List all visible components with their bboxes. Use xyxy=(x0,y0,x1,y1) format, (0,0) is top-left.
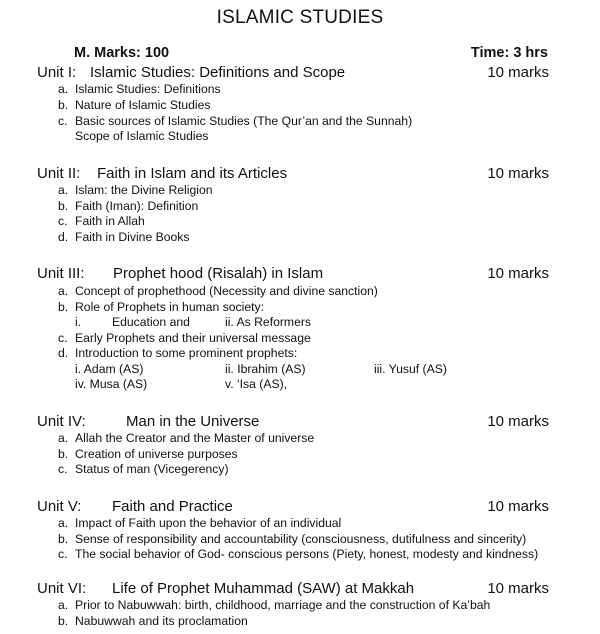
unit-marks: 10 marks xyxy=(487,413,549,430)
unit-marks: 10 marks xyxy=(487,580,549,597)
document-title: ISLAMIC STUDIES xyxy=(216,7,384,28)
unit-title: Man in the Universe xyxy=(126,413,260,430)
list-item xyxy=(58,532,526,546)
unit-code: Unit IV: xyxy=(37,413,86,430)
unit-title: Faith in Islam and its Articles xyxy=(97,165,288,182)
item-letter: b. xyxy=(58,300,69,314)
role-item: i. xyxy=(75,315,82,329)
role-item: Education and xyxy=(112,315,190,329)
list-item xyxy=(58,598,490,612)
item-letter: a. xyxy=(58,183,69,197)
item-letter: b. xyxy=(58,98,69,112)
unit-code: Unit V: xyxy=(37,498,82,515)
item-text: Basic sources of Islamic Studies (The Qur’an and the Sunnah) xyxy=(75,114,413,128)
item-letter: b. xyxy=(58,532,69,546)
item-text: Nabuwwah and its proclamation xyxy=(75,614,248,628)
item-letter: a. xyxy=(58,598,69,612)
time-allowed: Time: 3 hrs xyxy=(470,45,548,61)
item-text: Faith (Iman): Definition xyxy=(75,199,199,213)
item-text: Faith in Divine Books xyxy=(75,230,190,244)
item-text: Islam: the Divine Religion xyxy=(75,183,213,197)
list-item xyxy=(58,284,378,298)
list-item xyxy=(58,516,341,530)
list-item-continuation: Scope of Islamic Studies xyxy=(75,129,209,143)
unit-heading xyxy=(37,265,549,282)
item-letter: c. xyxy=(58,214,68,228)
unit-code: Unit I: xyxy=(37,64,77,81)
item-text: Early Prophets and their universal message xyxy=(75,331,311,345)
unit-marks: 10 marks xyxy=(487,265,549,282)
list-item xyxy=(58,214,145,228)
item-letter: c. xyxy=(58,331,68,345)
item-text: Concept of prophethood (Necessity and divine sanction) xyxy=(75,284,378,298)
item-letter: c. xyxy=(58,114,68,128)
prophet-item: iii. Yusuf (AS) xyxy=(374,362,447,376)
item-letter: b. xyxy=(58,614,69,628)
unit-heading xyxy=(37,165,549,182)
item-text: Faith in Allah xyxy=(75,214,145,228)
list-item xyxy=(58,199,198,213)
list-item xyxy=(58,431,314,445)
list-item xyxy=(58,614,248,628)
list-item xyxy=(58,447,238,461)
list-item xyxy=(58,82,221,96)
prophet-item: i. Adam (AS) xyxy=(75,362,144,376)
unit-marks: 10 marks xyxy=(487,64,549,81)
item-letter: c. xyxy=(58,462,68,476)
list-item xyxy=(58,114,412,128)
item-text: Prior to Nabuwwah: birth, childhood, marriage and the construction of Ka’bah xyxy=(75,598,491,612)
unit-title: Islamic Studies: Definitions and Scope xyxy=(90,64,346,81)
list-item xyxy=(58,547,538,561)
item-text: The social behavior of God- conscious persons (Piety, honest, modesty and kindness) xyxy=(75,547,539,561)
item-text: Introduction to some prominent prophets: xyxy=(75,346,298,360)
item-text: Impact of Faith upon the behavior of an individual xyxy=(75,516,342,530)
item-letter: b. xyxy=(58,447,69,461)
unit-title: Faith and Practice xyxy=(112,498,233,515)
prophet-item: iv. Musa (AS) xyxy=(75,377,148,391)
unit-code: Unit II: xyxy=(37,165,81,182)
item-letter: c. xyxy=(58,547,68,561)
max-marks: M. Marks: 100 xyxy=(74,45,170,61)
unit-code: Unit VI: xyxy=(37,580,87,597)
item-letter: a. xyxy=(58,284,69,298)
item-text: Sense of responsibility and accountability (consciousness, dutifulness and sincerity) xyxy=(75,532,527,546)
item-text: Status of man (Vicegerency) xyxy=(75,462,229,476)
item-letter: a. xyxy=(58,516,69,530)
item-text: Role of Prophets in human society: xyxy=(75,300,265,314)
unit-heading xyxy=(37,64,549,81)
item-text: Allah the Creator and the Master of universe xyxy=(75,431,315,445)
role-item: ii. As Reformers xyxy=(225,315,312,329)
item-letter: d. xyxy=(58,346,69,360)
item-text: Islamic Studies: Definitions xyxy=(75,82,221,96)
item-letter: a. xyxy=(58,431,69,445)
unit-heading xyxy=(37,413,549,430)
unit-heading xyxy=(37,498,549,515)
item-letter: d. xyxy=(58,230,69,244)
list-item xyxy=(58,183,213,197)
item-letter: b. xyxy=(58,199,69,213)
list-item xyxy=(58,462,229,476)
list-item xyxy=(58,300,264,314)
list-item xyxy=(58,331,311,345)
prophet-item: ii. Ibrahim (AS) xyxy=(225,362,306,376)
list-item xyxy=(58,98,210,112)
unit-code: Unit III: xyxy=(37,265,85,282)
unit-title: Life of Prophet Muhammad (SAW) at Makkah xyxy=(112,580,415,597)
unit-title: Prophet hood (Risalah) in Islam xyxy=(113,265,324,282)
prophet-item: v. ‘Isa (AS), xyxy=(225,377,288,391)
item-text: Nature of Islamic Studies xyxy=(75,98,211,112)
item-letter: a. xyxy=(58,82,69,96)
item-text: Creation of universe purposes xyxy=(75,447,238,461)
list-item xyxy=(58,230,189,244)
unit-marks: 10 marks xyxy=(487,498,549,515)
list-item xyxy=(58,346,297,360)
unit-heading xyxy=(37,580,549,597)
unit-marks: 10 marks xyxy=(487,165,549,182)
